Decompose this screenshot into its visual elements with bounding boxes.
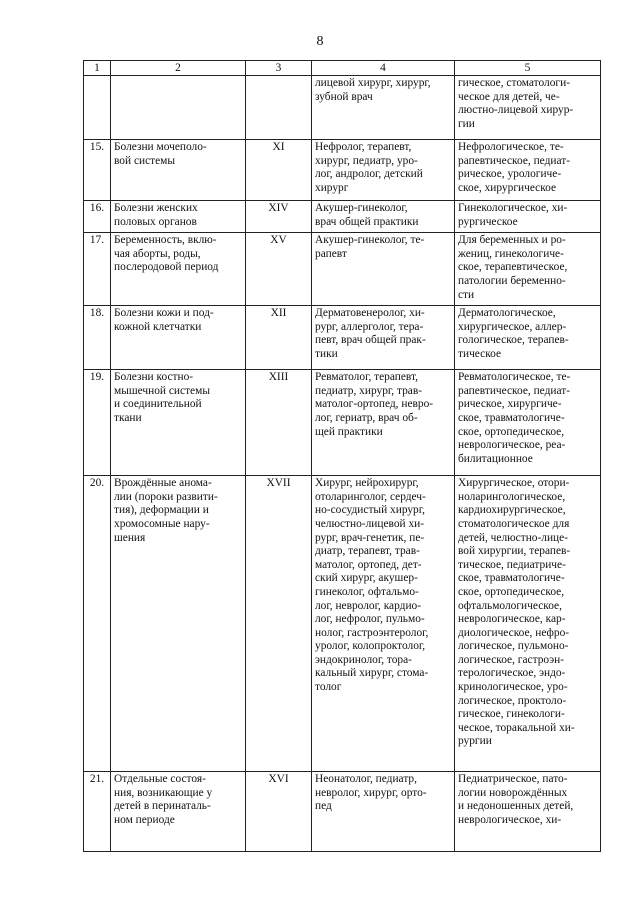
text-line: нолог, гастроэнтеролог,	[315, 626, 429, 639]
row-number	[84, 76, 111, 140]
text-line: гологическое, терапев-	[458, 334, 569, 347]
text-line: Отдельные состоя-	[114, 773, 206, 786]
text-line: диологическое, нефро-	[458, 626, 570, 639]
text-line: Болезни кожи и под-	[114, 307, 214, 320]
text-line: лицевой хирург, хирург,	[315, 77, 431, 89]
text-line: чая аборты, роды,	[114, 247, 201, 260]
text-line: Неонатолог, педиатр,	[315, 773, 417, 786]
text-line: челюстно-лицевой хи-	[315, 517, 425, 530]
text-line: половых органов	[114, 215, 197, 228]
column-number: 2	[111, 61, 246, 76]
text-line: диатр, терапевт, трав-	[315, 545, 420, 558]
text-line: невролог, хирург, орто-	[315, 786, 427, 799]
icd-class-cell: XII	[246, 306, 312, 370]
text-line: вой системы	[114, 154, 176, 167]
specialists-cell	[312, 233, 455, 306]
text-line: кожной клетчатки	[114, 320, 202, 333]
text-line: хирург, педиатр, уро-	[315, 154, 418, 167]
column-number: 3	[246, 61, 312, 76]
text-line: Болезни женских	[114, 202, 198, 214]
icd-class-cell: XVII	[246, 476, 312, 772]
specialists-cell	[312, 370, 455, 476]
row-number: 18.	[84, 306, 111, 370]
page-number: 8	[316, 34, 324, 49]
bed-profiles-cell	[455, 76, 601, 140]
text-line: педиатр, хирург, трав-	[315, 384, 423, 397]
text-line: Дерматологическое,	[458, 307, 556, 320]
text-line: лог, невролог, кардио-	[315, 599, 422, 612]
text-line: Акушер-гинеколог, те-	[315, 234, 425, 247]
text-line: хирург	[315, 181, 349, 194]
text-line: ном периоде	[114, 813, 175, 826]
text-line: рапевтическое, педиат-	[458, 384, 571, 397]
icd-class-cell	[246, 76, 312, 140]
disease-group-cell	[111, 201, 246, 233]
text-line: пед	[315, 800, 332, 813]
text-line: врач общей практики	[315, 215, 419, 228]
text-line: лии (пороки развити-	[114, 490, 218, 503]
row-number: 20.	[84, 476, 111, 772]
bed-profiles-cell	[455, 476, 601, 772]
text-line: гическое, гинекологи-	[458, 708, 565, 721]
row-number: 21.	[84, 772, 111, 852]
text-line: люстно-лицевой хирур-	[458, 104, 574, 117]
text-line: билитационное	[458, 452, 533, 465]
bed-profiles-cell	[455, 201, 601, 233]
disease-group-cell	[111, 233, 246, 306]
text-line: рург, врач-генетик, пе-	[315, 531, 425, 544]
column-number-row	[84, 61, 601, 76]
text-line: Нефролог, терапевт,	[315, 141, 412, 153]
text-line: шения	[114, 531, 146, 544]
text-line: Акушер-гинеколог,	[315, 202, 408, 214]
icd-class-cell: XVI	[246, 772, 312, 852]
table-row	[84, 476, 601, 772]
disease-group-cell	[111, 370, 246, 476]
text-line: но-сосудистый хирург,	[315, 504, 425, 517]
text-line: послеродовой период	[114, 261, 219, 274]
column-number: 1	[84, 61, 111, 76]
text-line: Гинекологическое, хи-	[458, 202, 568, 214]
text-line: ское, ортопедическое,	[458, 425, 565, 438]
disease-group-cell	[111, 772, 246, 852]
text-line: Для беременных и ро-	[458, 234, 566, 247]
text-line: кринологическое, уро-	[458, 681, 568, 694]
text-line: кальный хирург, стома-	[315, 667, 429, 680]
text-line: рургическое	[458, 215, 518, 228]
text-line: ния, возникающие у	[114, 786, 213, 799]
text-line: эндокринолог, тора-	[315, 653, 412, 666]
specialists-cell	[312, 76, 455, 140]
text-line: зубной врач	[315, 90, 373, 103]
text-line: неврологическое, хи-	[458, 813, 562, 826]
icd-class-cell: XIII	[246, 370, 312, 476]
row-number: 17.	[84, 233, 111, 306]
specialists-cell	[312, 306, 455, 370]
bed-profiles-cell	[455, 306, 601, 370]
text-line: Хирургическое, отори-	[458, 477, 570, 490]
table-row	[84, 233, 601, 306]
text-line: ноларингологическое,	[458, 490, 566, 503]
text-line: хромосомные нару-	[114, 517, 210, 530]
text-line: сти	[458, 288, 475, 301]
text-line: Нефрологическое, те-	[458, 141, 564, 153]
text-line: тики	[315, 347, 338, 360]
text-line: матолог, ортопед, дет-	[315, 558, 422, 571]
text-line: отоларинголог, сердеч-	[315, 490, 426, 503]
table-row	[84, 772, 601, 852]
text-line: Болезни мочеполо-	[114, 141, 207, 153]
specialists-cell	[312, 201, 455, 233]
text-line: кардиохирургическое,	[458, 504, 566, 517]
text-line: ческое, торакальной хи-	[458, 721, 575, 734]
text-line: ское, травматологиче-	[458, 411, 565, 424]
disease-group-cell	[111, 140, 246, 201]
table-row	[84, 306, 601, 370]
text-line: рапевтическое, педиат-	[458, 154, 571, 167]
text-line: детей, челюстно-лице-	[458, 531, 568, 544]
text-line: рапевт	[315, 247, 347, 260]
text-line: неврологическое, реа-	[458, 439, 566, 452]
column-number: 4	[312, 61, 455, 76]
text-line: Педиатрическое, пато-	[458, 773, 568, 786]
text-line: ское, травматологиче-	[458, 572, 565, 585]
text-line: толог	[315, 681, 342, 694]
text-line: Ревматолог, терапевт,	[315, 371, 418, 384]
table-row	[84, 76, 601, 140]
text-line: Болезни костно-	[114, 371, 194, 384]
icd-class-cell: XIV	[246, 201, 312, 233]
text-line: ческое для детей, че-	[458, 90, 560, 103]
text-line: логическое, гастроэн-	[458, 653, 565, 666]
text-line: мышечной системы	[114, 384, 210, 397]
text-line: ткани	[114, 411, 142, 424]
text-line: рическое, хирургиче-	[458, 398, 562, 411]
text-line: ское, терапевтическое,	[458, 261, 568, 274]
text-line: матолог-ортопед, невро-	[315, 398, 434, 411]
specialists-cell	[312, 140, 455, 201]
text-line: гическое, стоматологи-	[458, 77, 570, 89]
column-number: 5	[455, 61, 601, 76]
icd-class-cell: XI	[246, 140, 312, 201]
table-row	[84, 140, 601, 201]
text-line: и недоношенных детей,	[458, 800, 574, 813]
text-line: Врождённые анома-	[114, 477, 212, 490]
bed-profiles-cell	[455, 140, 601, 201]
bed-profiles-cell	[455, 370, 601, 476]
table-row	[84, 370, 601, 476]
text-line: ское, хирургическое	[458, 181, 557, 194]
text-line: гинеколог, офтальмо-	[315, 585, 419, 598]
text-line: уролог, колопроктолог,	[315, 640, 426, 653]
text-line: Беременность, вклю-	[114, 234, 217, 247]
text-line: стоматологическое для	[458, 517, 570, 530]
icd-class-cell: XV	[246, 233, 312, 306]
text-line: Дерматовенеролог, хи-	[315, 307, 425, 320]
text-line: логическое, пульмоно-	[458, 640, 569, 653]
text-line: лог, нефролог, пульмо-	[315, 613, 425, 626]
text-line: жениц, гинекологиче-	[458, 247, 564, 260]
text-line: хирургическое, аллер-	[458, 320, 567, 333]
text-line: лог, андролог, детский	[315, 168, 423, 181]
text-line: ский хирург, акушер-	[315, 572, 418, 585]
row-number: 15.	[84, 140, 111, 201]
table-body	[84, 61, 601, 852]
text-line: логии новорождённых	[458, 786, 568, 799]
row-number: 19.	[84, 370, 111, 476]
text-line: певт, врач общей прак-	[315, 334, 426, 347]
text-line: терологическое, эндо-	[458, 667, 566, 680]
text-line: Хирург, нейрохирург,	[315, 477, 419, 490]
bed-profiles-cell	[455, 233, 601, 306]
text-line: Ревматологическое, те-	[458, 371, 571, 384]
text-line: лог, гериатр, врач об-	[315, 411, 418, 424]
text-line: тическое	[458, 347, 502, 360]
disease-group-cell	[111, 476, 246, 772]
disease-specialist-table	[83, 60, 601, 852]
text-line: тическое, педиатриче-	[458, 558, 566, 571]
table-row	[84, 201, 601, 233]
text-line: офтальмологическое,	[458, 599, 562, 612]
row-number: 16.	[84, 201, 111, 233]
text-line: вой хирургии, терапев-	[458, 545, 571, 558]
disease-group-cell	[111, 76, 246, 140]
specialists-cell	[312, 772, 455, 852]
text-line: ское, ортопедическое,	[458, 585, 565, 598]
text-line: детей в перинаталь-	[114, 800, 211, 813]
disease-group-cell	[111, 306, 246, 370]
text-line: щей практики	[315, 425, 383, 438]
bed-profiles-cell	[455, 772, 601, 852]
text-line: рургии	[458, 735, 492, 748]
text-line: рическое, урологиче-	[458, 168, 562, 181]
text-line: логическое, проктоло-	[458, 694, 567, 707]
text-line: рург, аллерголог, тера-	[315, 320, 424, 333]
text-line: тия), деформации и	[114, 504, 209, 517]
specialists-cell	[312, 476, 455, 772]
text-line: и соединительной	[114, 398, 202, 411]
text-line: патологии беременно-	[458, 274, 566, 287]
text-line: гии	[458, 117, 475, 130]
text-line: неврологическое, кар-	[458, 613, 566, 626]
